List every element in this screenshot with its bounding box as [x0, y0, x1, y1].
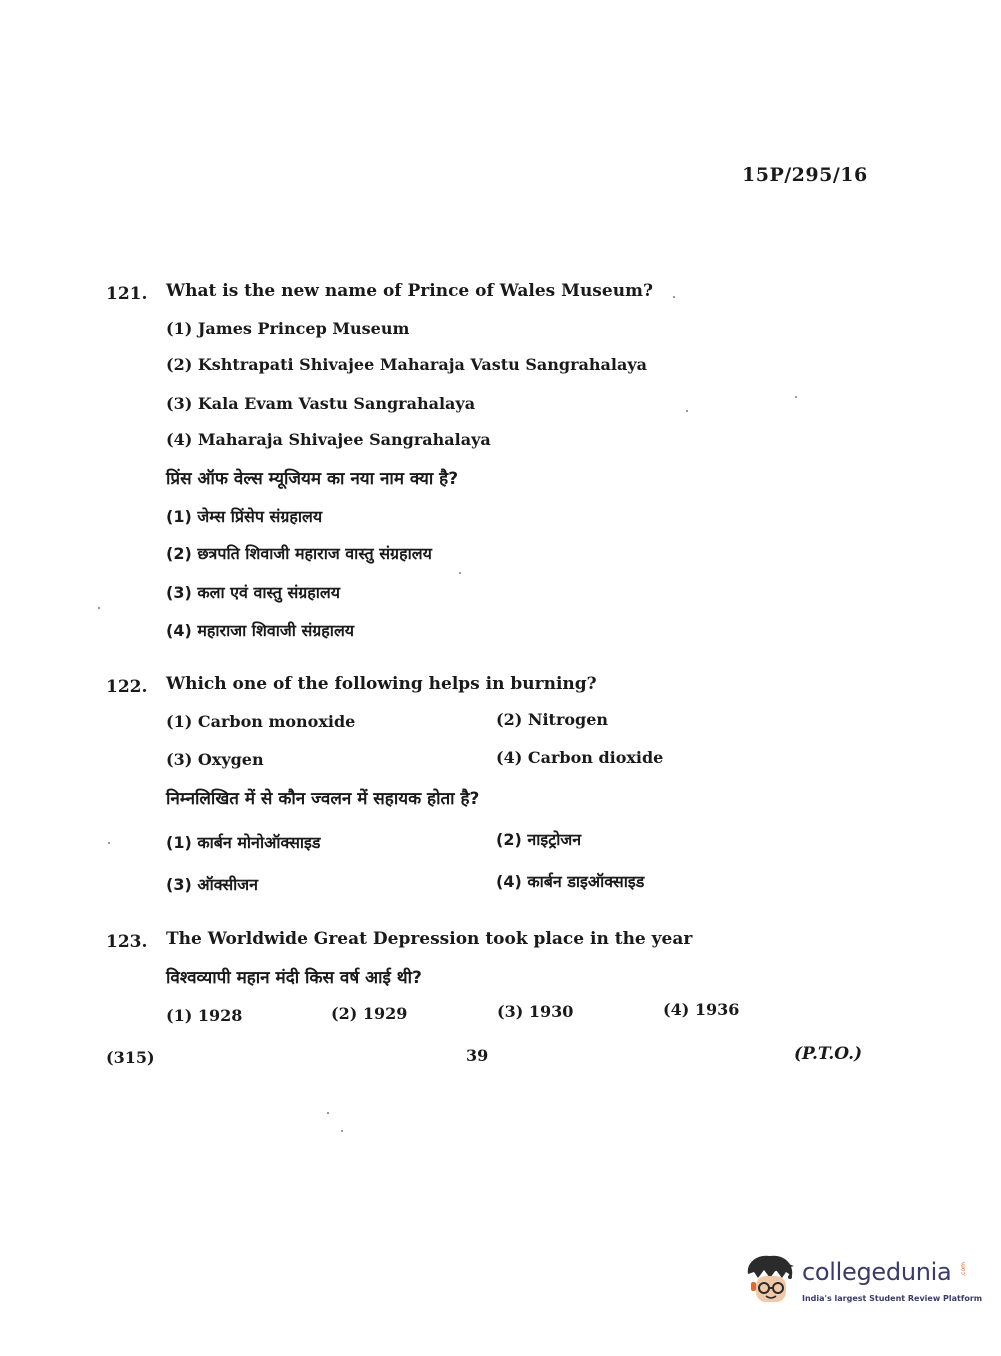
page-number: 39	[466, 1046, 489, 1065]
option-hi-122-1: (1) कार्बन मोनोऑक्साइड	[166, 833, 321, 852]
collegedunia-watermark	[742, 1252, 983, 1312]
scan-speck	[108, 842, 110, 844]
option-hi-122-4: (4) कार्बन डाइऑक्साइड	[496, 872, 645, 891]
option-hi-121-2: (2) छत्रपति शिवाजी महाराज वास्तु संग्रहालय	[166, 544, 432, 563]
question-text-hi-121: प्रिंस ऑफ वेल्स म्यूजियम का नया नाम क्या है?	[166, 469, 459, 489]
question-number-121: 121.	[106, 284, 148, 304]
question-text-en-122: Which one of the following helps in burning?	[166, 674, 597, 694]
paper-code: 15P/295/16	[742, 164, 868, 186]
brand-domain-suffix: .com	[960, 1262, 967, 1277]
scan-speck	[673, 296, 675, 298]
scan-speck	[98, 607, 100, 609]
scan-speck	[686, 410, 688, 412]
option-hi-122-2: (2) नाइट्रोजन	[496, 830, 582, 849]
option-123-3: (3) 1930	[497, 1002, 574, 1021]
option-en-121-1: (1) James Princep Museum	[166, 319, 410, 338]
scan-speck	[459, 572, 461, 574]
scan-speck	[341, 1130, 343, 1132]
question-text-hi-123: विश्वव्यापी महान मंदी किस वर्ष आई थी?	[166, 968, 422, 988]
option-hi-121-1: (1) जेम्स प्रिंसेप संग्रहालय	[166, 507, 323, 526]
question-number-122: 122.	[106, 677, 148, 697]
scan-speck	[327, 1112, 329, 1114]
question-text-hi-122: निम्नलिखित में से कौन ज्वलन में सहायक होता है?	[166, 789, 480, 809]
brand-name: collegedunia	[802, 1258, 952, 1286]
option-en-121-3: (3) Kala Evam Vastu Sangrahalaya	[166, 394, 476, 413]
question-text-en-121: What is the new name of Prince of Wales Museum?	[166, 281, 654, 301]
brand-tagline: India's largest Student Review Platform	[802, 1294, 983, 1303]
question-number-123: 123.	[106, 932, 148, 952]
student-mascot-icon	[742, 1252, 798, 1310]
option-en-122-2: (2) Nitrogen	[496, 710, 609, 729]
option-123-4: (4) 1936	[663, 1000, 740, 1019]
option-123-1: (1) 1928	[166, 1006, 243, 1025]
pto-note: (P.T.O.)	[794, 1044, 863, 1064]
option-en-122-1: (1) Carbon monoxide	[166, 712, 356, 731]
question-text-en-123: The Worldwide Great Depression took place in the year	[166, 929, 693, 949]
option-en-122-4: (4) Carbon dioxide	[496, 748, 664, 767]
option-en-121-2: (2) Kshtrapati Shivajee Maharaja Vastu Sangrahalaya	[166, 355, 647, 374]
option-123-2: (2) 1929	[331, 1004, 408, 1023]
scan-speck	[795, 396, 797, 398]
option-hi-121-3: (3) कला एवं वास्तु संग्रहालय	[166, 583, 341, 602]
footer-code: (315)	[106, 1048, 155, 1067]
option-hi-121-4: (4) महाराजा शिवाजी संग्रहालय	[166, 621, 355, 640]
option-en-121-4: (4) Maharaja Shivajee Sangrahalaya	[166, 430, 491, 449]
option-hi-122-3: (3) ऑक्सीजन	[166, 875, 259, 894]
option-en-122-3: (3) Oxygen	[166, 750, 264, 769]
